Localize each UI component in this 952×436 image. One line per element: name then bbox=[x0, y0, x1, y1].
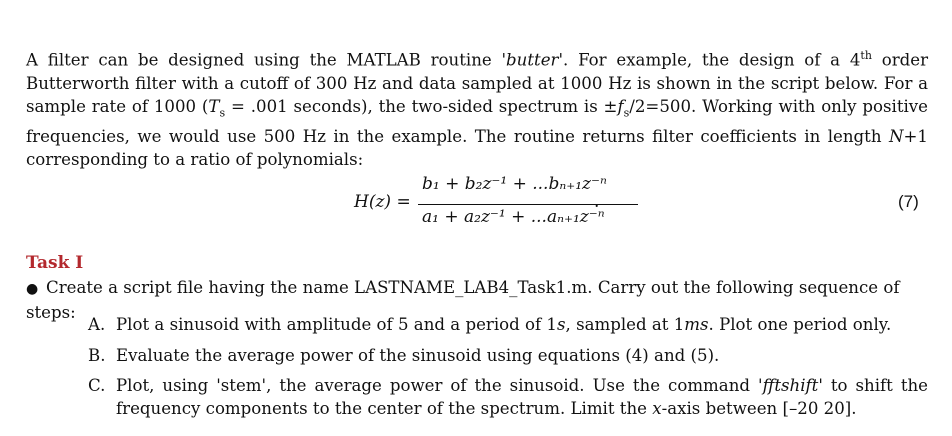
step-b: B. Evaluate the average power of the sinusoid using equations (4) and (5). bbox=[88, 346, 720, 365]
bullet-dot: ● bbox=[26, 281, 39, 297]
fraction-bar bbox=[418, 204, 638, 205]
step-a: A. Plot a sinusoid with amplitude of 5 and a period of 1s, sampled at 1ms. Plot one period only. bbox=[88, 315, 892, 334]
task-title: Task I bbox=[26, 253, 84, 273]
step-c: C. Plot, using 'stem', the average power of the sinusoid. Use the command 'fftshift' to shift the frequency components to the center of the spectrum. Limit the x-axis between [–20 20]. bbox=[88, 376, 928, 418]
transfer-function-equation bbox=[354, 174, 952, 236]
equation-period: . bbox=[594, 192, 600, 212]
equation-lhs: H(z) = bbox=[354, 192, 411, 212]
equation-numerator: b₁ + b₂z⁻¹ + ...bₙ₊₁z⁻ⁿ bbox=[422, 174, 607, 194]
equation-denominator: a₁ + a₂z⁻¹ + ...aₙ₊₁z⁻ⁿ bbox=[422, 207, 605, 227]
bullet-text: Create a script file having the name LASTNAME_LAB4_Task1.m. Carry out the following sequence of steps: bbox=[26, 278, 900, 322]
intro-paragraph: A filter can be designed using the MATLAB routine 'butter'. For example, the design of a 4th order Butterworth filter with a cutoff of 300 Hz and data sampled at 1000 Hz is shown in the script below. For a sample rate of 1000 ($T_s = .001$ seconds), the two-sided spectrum is $\pm f_s/2=500$. Working with only positive frequencies, we would use 500 Hz in the example. The routine returns filter coefficients in length N+1 corresponding to a ratio of polynomials: bbox=[26, 49, 929, 170]
equation-number: (7) bbox=[898, 192, 919, 211]
